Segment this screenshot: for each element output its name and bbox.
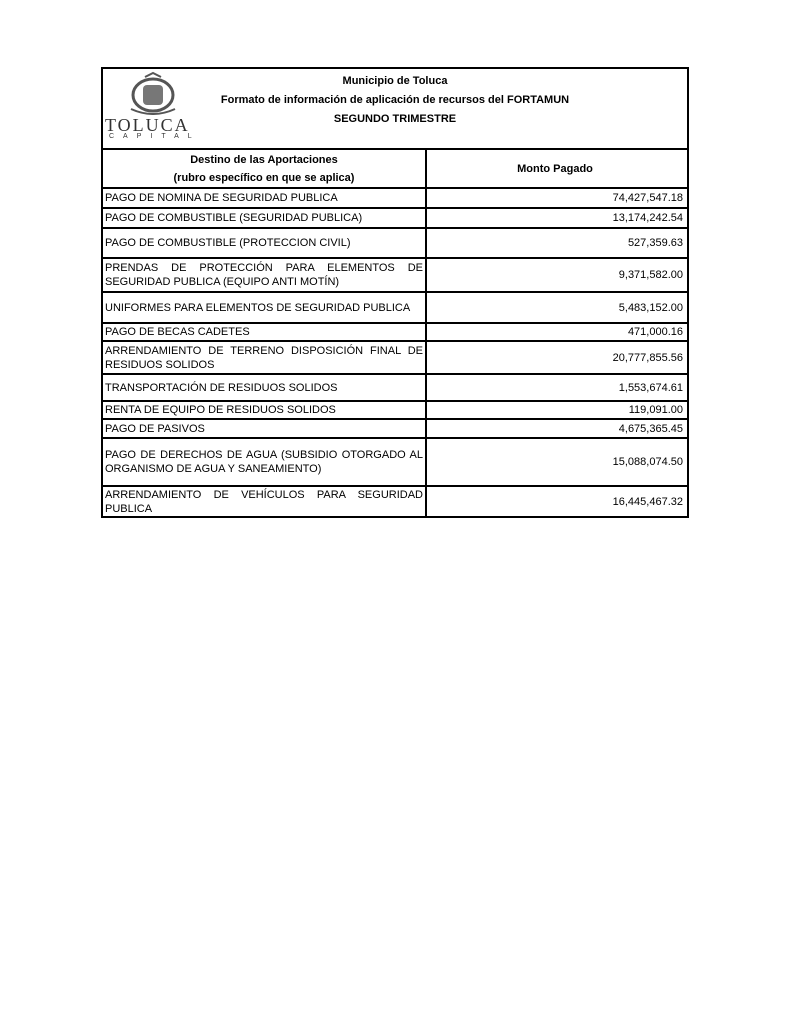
monto-cell: 4,675,365.45 — [618, 422, 683, 435]
period-title: SEGUNDO TRIMESTRE — [333, 113, 457, 125]
destino-header-line1: Destino de las Aportaciones — [190, 153, 338, 166]
monto-header: Monto Pagado — [517, 162, 593, 175]
table-row — [103, 439, 687, 487]
table-row — [103, 375, 687, 402]
destino-cell — [103, 420, 427, 437]
monto-cell: 527,359.63 — [627, 237, 683, 249]
destino-text: PAGO DE COMBUSTIBLE (SEGURIDAD PUBLICA) — [105, 212, 363, 224]
destino-header — [103, 150, 427, 187]
destino-cell — [103, 402, 427, 418]
destino-text: ARRENDAMIENTO DE VEHÍCULOS PARA SEGURIDAD PUBLICA — [105, 488, 423, 515]
monto-cell: 74,427,547.18 — [612, 192, 683, 204]
table-row — [103, 324, 687, 342]
monto-cell: 16,445,467.32 — [612, 495, 683, 508]
destino-text: UNIFORMES PARA ELEMENTOS DE SEGURIDAD PUBLICA — [105, 301, 411, 314]
destino-cell — [103, 229, 427, 257]
destino-text: PAGO DE BECAS CADETES — [105, 326, 250, 338]
format-title: Formato de información de aplicación de recursos del FORTAMUN — [220, 94, 570, 106]
monto-cell: 471,000.16 — [627, 326, 683, 338]
logo-subtext: CAPITAL — [109, 133, 201, 140]
destino-text: ARRENDAMIENTO DE TERRENO DISPOSICIÓN FINAL DE RESIDUOS SOLIDOS — [105, 344, 423, 371]
table-row — [103, 189, 687, 209]
destino-text: TRANSPORTACIÓN DE RESIDUOS SOLIDOS — [105, 381, 338, 394]
municipality-title: Municipio de Toluca — [342, 75, 448, 87]
destino-header-line2: (rubro específico en que se aplica) — [173, 171, 355, 184]
table-row — [103, 229, 687, 259]
table-row — [103, 342, 687, 375]
logo-text: TOLUCA — [105, 115, 190, 135]
monto-cell: 1,553,674.61 — [618, 381, 683, 394]
table-row — [103, 420, 687, 439]
column-headers — [103, 150, 687, 189]
table-row — [103, 293, 687, 324]
monto-cell: 13,174,242.54 — [612, 212, 683, 224]
table-row — [103, 487, 687, 516]
table-row — [103, 259, 687, 293]
table-header — [103, 69, 687, 150]
destino-cell — [103, 342, 427, 373]
destino-cell — [103, 293, 427, 322]
destino-cell — [103, 324, 427, 340]
destino-text: RENTA DE EQUIPO DE RESIDUOS SOLIDOS — [105, 404, 336, 416]
monto-cell: 20,777,855.56 — [612, 351, 683, 364]
table-row — [103, 209, 687, 229]
destino-cell — [103, 487, 427, 516]
destino-text: PRENDAS DE PROTECCIÓN PARA ELEMENTOS DE SEGURIDAD PUBLICA (EQUIPO ANTI MOTÍN) — [105, 262, 423, 288]
table-row — [103, 402, 687, 420]
destino-cell — [103, 209, 427, 227]
destino-text: PAGO DE NOMINA DE SEGURIDAD PUBLICA — [105, 192, 338, 204]
destino-text: PAGO DE DERECHOS DE AGUA (SUBSIDIO OTORGADO AL ORGANISMO DE AGUA Y SANEAMIENTO) — [105, 449, 423, 475]
fortamun-table — [101, 67, 689, 518]
monto-cell: 15,088,074.50 — [612, 456, 683, 468]
destino-cell — [103, 375, 427, 400]
destino-cell — [103, 439, 427, 485]
monto-cell: 9,371,582.00 — [618, 269, 683, 281]
destino-text: PAGO DE COMBUSTIBLE (PROTECCION CIVIL) — [105, 237, 351, 249]
destino-cell — [103, 189, 427, 207]
monto-cell: 119,091.00 — [628, 404, 683, 416]
monto-cell: 5,483,152.00 — [618, 301, 683, 314]
destino-cell — [103, 259, 427, 291]
destino-text: PAGO DE PASIVOS — [105, 422, 205, 435]
